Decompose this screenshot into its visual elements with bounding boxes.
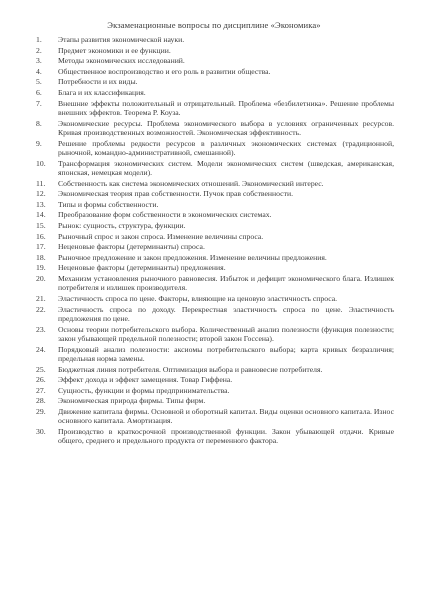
question-number: 17. xyxy=(36,242,46,252)
question-item xyxy=(34,159,394,178)
question-number: 10. xyxy=(36,158,46,168)
question-text: Движение капитала фирмы. Основной и оборотный капитал. Виды оценки основного капитала. Износ основного капитала. Амортизация. xyxy=(58,406,394,426)
question-number: 21. xyxy=(36,293,46,303)
question-number: 27. xyxy=(36,385,46,395)
question-number: 20. xyxy=(36,273,46,283)
question-text: Эффект дохода и эффект замещения. Товар Гиффена. xyxy=(58,375,233,385)
question-item xyxy=(34,232,394,241)
question-number: 5. xyxy=(36,77,42,87)
question-text: Неценовые факторы (детерминанты) предложения. xyxy=(58,263,226,273)
question-item xyxy=(34,139,394,158)
question-item xyxy=(34,242,394,251)
question-item xyxy=(34,294,394,303)
question-item xyxy=(34,46,394,55)
question-number: 16. xyxy=(36,231,46,241)
question-text: Методы экономических исследований. xyxy=(58,56,185,66)
question-item xyxy=(34,325,394,344)
question-number: 2. xyxy=(36,45,42,55)
question-number: 30. xyxy=(36,426,46,436)
question-number: 29. xyxy=(36,406,46,416)
question-number: 19. xyxy=(36,263,46,273)
question-item xyxy=(34,179,394,188)
question-text: Типы и формы собственности. xyxy=(58,199,159,209)
question-text: Экономическая теория прав собственности. Пучок прав собственности. xyxy=(58,189,293,199)
question-item xyxy=(34,345,394,364)
question-text: Трансформация экономических систем. Модели экономических систем (шведская, американская, японская, немецкая модели). xyxy=(58,158,394,177)
question-text: Экономические ресурсы. Проблема экономического выбора в условиях ограниченных ресурсов. Кривая производственных возможностей. Экономическая эффективность. xyxy=(58,118,394,137)
question-text: Решение проблемы редкости ресурсов в различных экономических системах (традиционной, рыночной, командно-административной, смешанной). xyxy=(58,138,394,157)
question-text: Основы теории потребительского выбора. Количественный анализ полезности (функция полезности; закон убывающей предельной полезности; второй закон Госсена). xyxy=(58,324,394,343)
question-text: Бюджетная линия потребителя. Оптимизация выбора и равновесие потребителя. xyxy=(58,364,323,374)
question-number: 12. xyxy=(36,189,46,199)
question-text: Порядковый анализ полезности: аксиомы потребительского выбора; карта кривых безразличия; предельная норма замены. xyxy=(58,344,394,363)
question-item xyxy=(34,305,394,324)
question-item xyxy=(34,365,394,374)
question-text: Эластичность спроса по доходу. Перекрестная эластичность спроса по цене. Эластичность предложения по цене. xyxy=(58,304,394,323)
question-item xyxy=(34,189,394,198)
question-item xyxy=(34,427,394,446)
question-number: 25. xyxy=(36,364,46,374)
question-text: Этапы развития экономической науки. xyxy=(58,35,185,44)
question-item xyxy=(34,386,394,395)
question-number: 9. xyxy=(36,138,42,148)
question-list xyxy=(34,35,394,446)
question-text: Эластичность спроса по цене. Факторы, влияющие на ценовую эластичность спроса. xyxy=(58,293,338,303)
question-item xyxy=(34,88,394,97)
question-number: 28. xyxy=(36,396,46,406)
question-item xyxy=(34,56,394,65)
question-item xyxy=(34,200,394,209)
question-text: Преобразование форм собственности в экономических системах. xyxy=(58,210,272,220)
question-item xyxy=(34,375,394,384)
question-number: 3. xyxy=(36,56,42,66)
question-text: Потребности и их виды. xyxy=(58,77,138,87)
question-text: Рыночный спрос и закон спроса. Изменение величины спроса. xyxy=(58,231,264,241)
question-number: 26. xyxy=(36,375,46,385)
question-text: Рынок: сущность, структура, функции. xyxy=(58,220,186,230)
question-text: Собственность как система экономических отношений. Экономический интерес. xyxy=(58,178,324,188)
question-item xyxy=(34,396,394,405)
question-item xyxy=(34,67,394,76)
question-number: 14. xyxy=(36,210,46,220)
question-item xyxy=(34,407,394,426)
question-text: Предмет экономики и ее функции. xyxy=(58,45,171,55)
question-number: 24. xyxy=(36,344,46,354)
question-number: 7. xyxy=(36,98,42,108)
question-number: 6. xyxy=(36,87,42,97)
question-text: Механизм установления рыночного равновесия. Избыток и дефицит экономического блага. Излишек потребителя и излишек производителя. xyxy=(58,273,394,293)
question-number: 23. xyxy=(36,324,46,334)
question-item xyxy=(34,263,394,272)
question-item xyxy=(34,221,394,230)
question-number: 13. xyxy=(36,199,46,209)
document-title: Экзаменационные вопросы по дисциплине «Экономика» xyxy=(107,20,321,30)
question-text: Блага и их классификация. xyxy=(58,87,146,97)
question-number: 15. xyxy=(36,220,46,230)
question-number: 4. xyxy=(36,66,42,76)
question-text: Неценовые факторы (детерминанты) спроса. xyxy=(58,242,205,252)
question-item xyxy=(34,119,394,138)
question-text: Внешние эффекты положительный и отрицательный. Проблема «безбилетника». Решение проблемы внешних эффектов. Теорема Р. Коуза. xyxy=(58,98,394,117)
question-item xyxy=(34,99,394,118)
question-number: 1. xyxy=(36,35,42,44)
question-text: Экономическая природа фирмы. Типы фирм. xyxy=(58,396,206,406)
question-text: Рыночное предложение и закон предложения. Изменение величины предложения. xyxy=(58,252,327,262)
question-number: 8. xyxy=(36,118,42,128)
question-item xyxy=(34,253,394,262)
question-number: 22. xyxy=(36,304,46,314)
question-number: 18. xyxy=(36,252,46,262)
question-item xyxy=(34,274,394,293)
question-number: 11. xyxy=(36,178,46,188)
question-text: Общественное воспроизводство и его роль в развитии общества. xyxy=(58,66,271,76)
question-text: Производство в краткосрочной производственной функции. Закон убывающей отдачи. Кривые общего, среднего и предельного продукта от переменного фактора. xyxy=(58,426,394,446)
question-item xyxy=(34,210,394,219)
question-text: Сущность, функции и формы предпринимательства. xyxy=(58,385,230,395)
question-item xyxy=(34,77,394,86)
question-item xyxy=(34,35,394,44)
